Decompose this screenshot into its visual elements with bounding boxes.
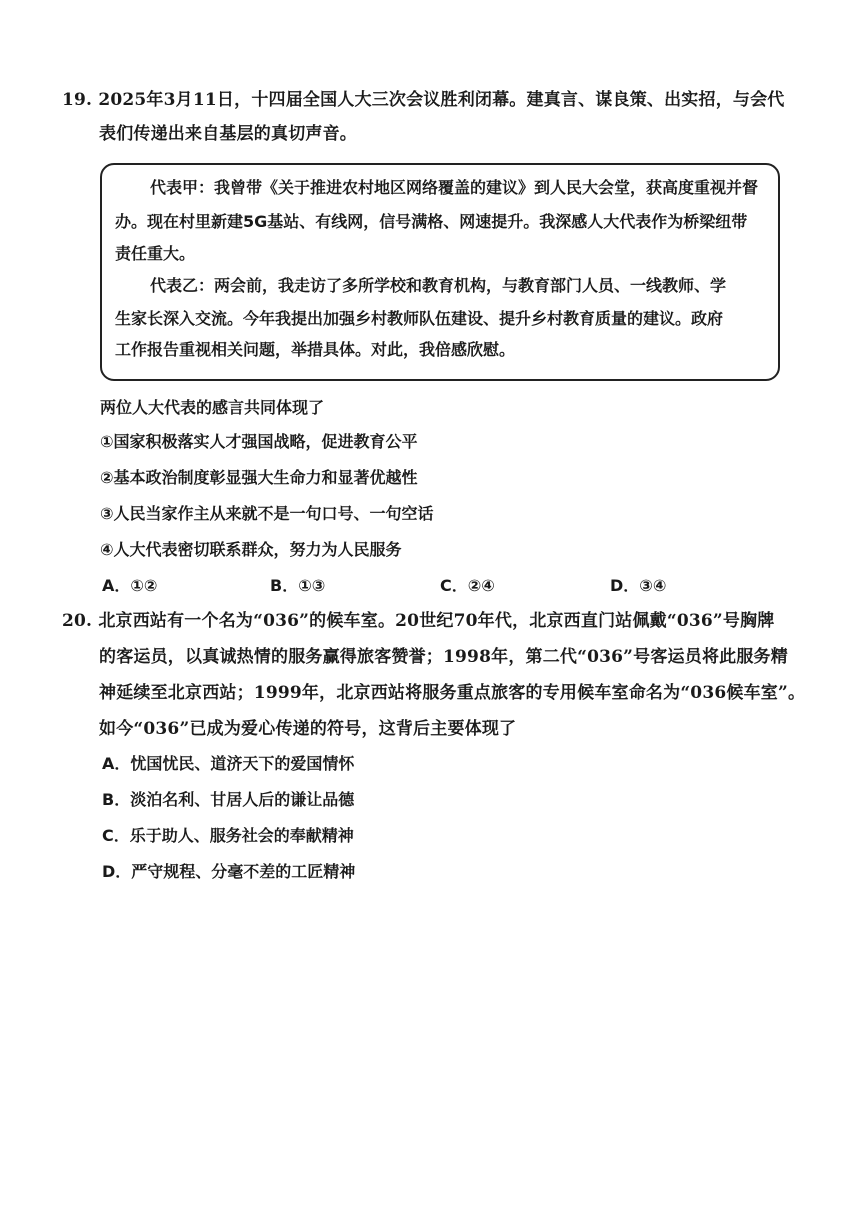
q19-choice-d[interactable]: D．③④ bbox=[610, 576, 667, 595]
q19-quote-line-3: 责任重大。 bbox=[115, 244, 196, 263]
q20-stem-line-3: 神延续至北京西站；1999年，北京西站将服务重点旅客的专用候车室命名为“036候车室”。 bbox=[99, 683, 806, 703]
q19-quote-line-4: 代表乙：两会前，我走访了多所学校和教育机构，与教育部门人员、一线教师、学 bbox=[150, 276, 727, 295]
q20-choice-b[interactable]: B．淡泊名利、甘居人后的谦让品德 bbox=[102, 790, 355, 809]
q20-choice-a[interactable]: A．忧国忧民、道济天下的爱国情怀 bbox=[102, 754, 355, 773]
q19-stem-line-2: 表们传递出来自基层的真切声音。 bbox=[99, 124, 357, 144]
q20-choice-c[interactable]: C．乐于助人、服务社会的奉献精神 bbox=[102, 826, 354, 845]
q20-stem-line-4: 如今“036”已成为爱心传递的符号，这背后主要体现了 bbox=[99, 719, 517, 739]
q19-statement-1: ①国家积极落实人才强国战略，促进教育公平 bbox=[100, 432, 418, 451]
q19-number: 19. bbox=[62, 90, 93, 110]
q19-statement-3: ③人民当家作主从来就不是一句口号、一句空话 bbox=[100, 504, 434, 523]
q19-stem-text-1: 2025年3月11日，十四届全国人大三次会议胜利闭幕。建真言、谋良策、出实招，与会代 bbox=[98, 90, 785, 110]
q19-statement-4: ④人大代表密切联系群众，努力为人民服务 bbox=[100, 540, 402, 559]
q19-quote-line-1: 代表甲：我曾带《关于推进农村地区网络覆盖的建议》到人民大会堂，获高度重视并督 bbox=[150, 178, 759, 197]
q20-stem-text-1: 北京西站有一个名为“036”的候车室。20世纪70年代，北京西直门站佩戴“036”号胸牌 bbox=[98, 611, 775, 631]
q20-number: 20. bbox=[62, 611, 93, 631]
q19-quote-line-6: 工作报告重视相关问题，举措具体。对此，我倍感欣慰。 bbox=[115, 340, 516, 359]
q20-stem-line-2: 的客运员，以真诚热情的服务赢得旅客赞誉；1998年，第二代“036”号客运员将此服务精 bbox=[99, 647, 788, 667]
q19-quote-line-5: 生家长深入交流。今年我提出加强乡村教师队伍建设、提升乡村教育质量的建议。政府 bbox=[115, 309, 724, 328]
q19-choice-c[interactable]: C．②④ bbox=[440, 576, 495, 595]
q19-statement-2: ②基本政治制度彰显强大生命力和显著优越性 bbox=[100, 468, 418, 487]
q20-stem-line-1 bbox=[62, 609, 775, 633]
q19-choice-b[interactable]: B．①③ bbox=[270, 576, 326, 595]
q19-prompt: 两位人大代表的感言共同体现了 bbox=[100, 398, 325, 417]
q19-quote-line-2: 办。现在村里新建5G基站、有线网，信号满格、网速提升。我深感人大代表作为桥梁纽带 bbox=[115, 212, 748, 231]
q20-choice-d[interactable]: D．严守规程、分毫不差的工匠精神 bbox=[102, 862, 356, 881]
q19-choice-a[interactable]: A．①② bbox=[102, 576, 158, 595]
q19-stem-line-1 bbox=[62, 88, 785, 112]
